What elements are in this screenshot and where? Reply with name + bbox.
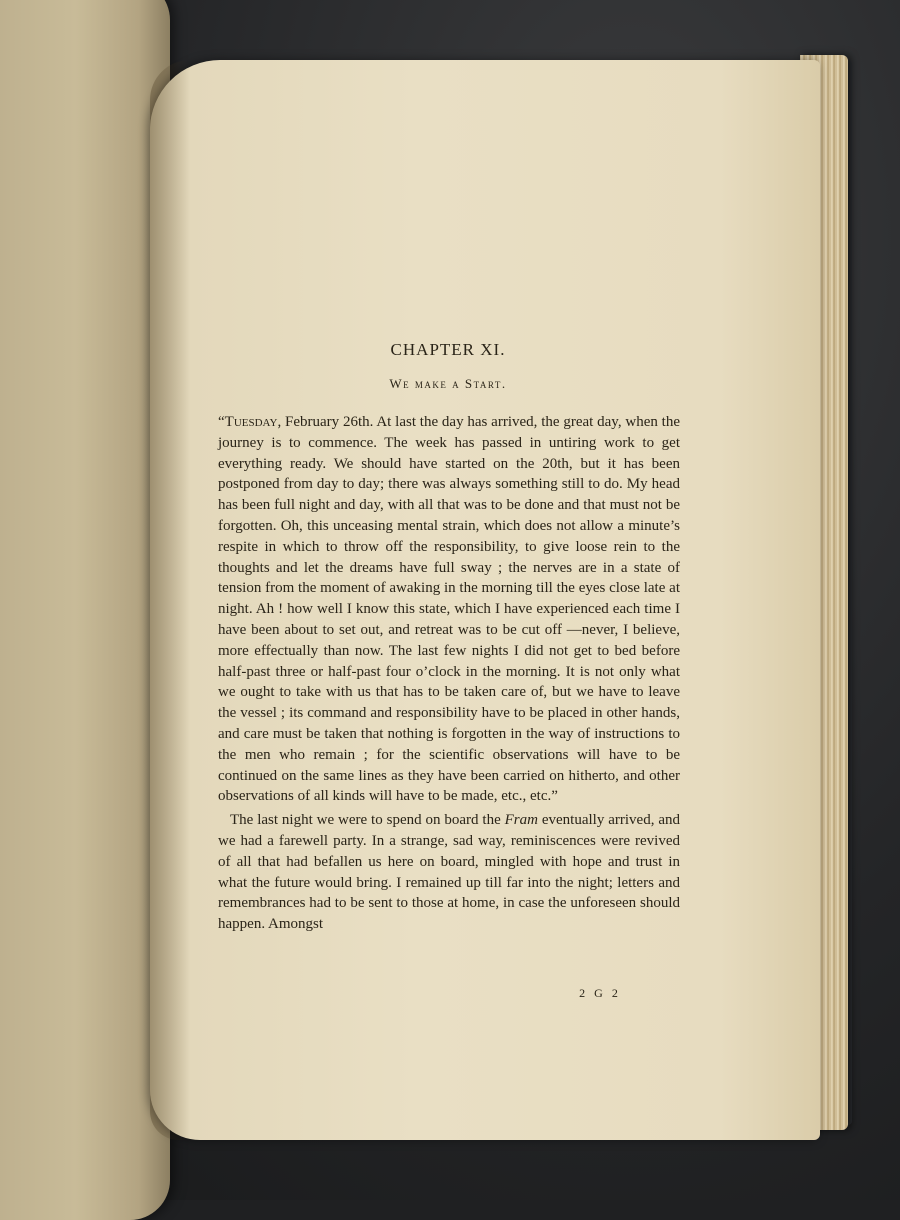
- paragraph-2: [218, 810, 680, 935]
- paragraph-1: [218, 412, 680, 807]
- gutter-shadow: [150, 60, 190, 1140]
- body-text: [218, 412, 680, 935]
- page-signature: 2 G 2: [579, 986, 621, 1000]
- chapter-title: CHAPTER XI.: [390, 340, 506, 359]
- left-page: [0, 0, 170, 1220]
- paragraph-2-text: eventually arrived, and we had a farewell party. In a strange, sad way, reminiscences were revived of all that had befallen us here on board, mingled with hope and trust in what the future would bring. I remained up till far into the night; letters and remembrances had to be sent to those at home, in case the unforeseen should happen. Amongst: [218, 812, 681, 933]
- diary-day: Tuesday: [224, 414, 278, 430]
- ship-name: Fram: [504, 812, 538, 829]
- opening-quote: “: [218, 414, 225, 430]
- paragraph-1-text: , February 26th. At last the day has arrived, the great day, when the journey is to commence. The week has passed in untiring work to get everything ready. We should have started on the 20th, but it has been postponed from day to day; there was always something still to do. My head has been full night and day, with all that was to be done and that must not be forgotten. Oh, this unceasing mental strain, which does not allow a minute’s respite in which to throw off the responsibility, to give loose rein to the thoughts and let the dreams have full sway ; the nerves are in a state of tension from the moment of awaking in the morning till the eyes close late at night. Ah ! how well I know this state, which I have experienced each time I have been about to set out, and retreat was to be cut off —never, I believe, more effectually than now. The last few nights I did not get to bed before half-past three or half-past four o’clock in the morning. It is not only what we ought to take with us that has to be taken care of, but we have to leave the vessel ; its command and responsibility have to be placed in other hands, and care must be taken that nothing is forgotten in the way of instructions to the men who remain ; for the scientific observations will have to be continued on the same lines as they have been carried on hitherto, and other observations of all kinds will have to be made, etc., etc.”: [218, 414, 680, 805]
- chapter-subtitle: We make a Start.: [389, 376, 507, 391]
- paragraph-2-start: The last night we were to spend on board the: [230, 812, 505, 829]
